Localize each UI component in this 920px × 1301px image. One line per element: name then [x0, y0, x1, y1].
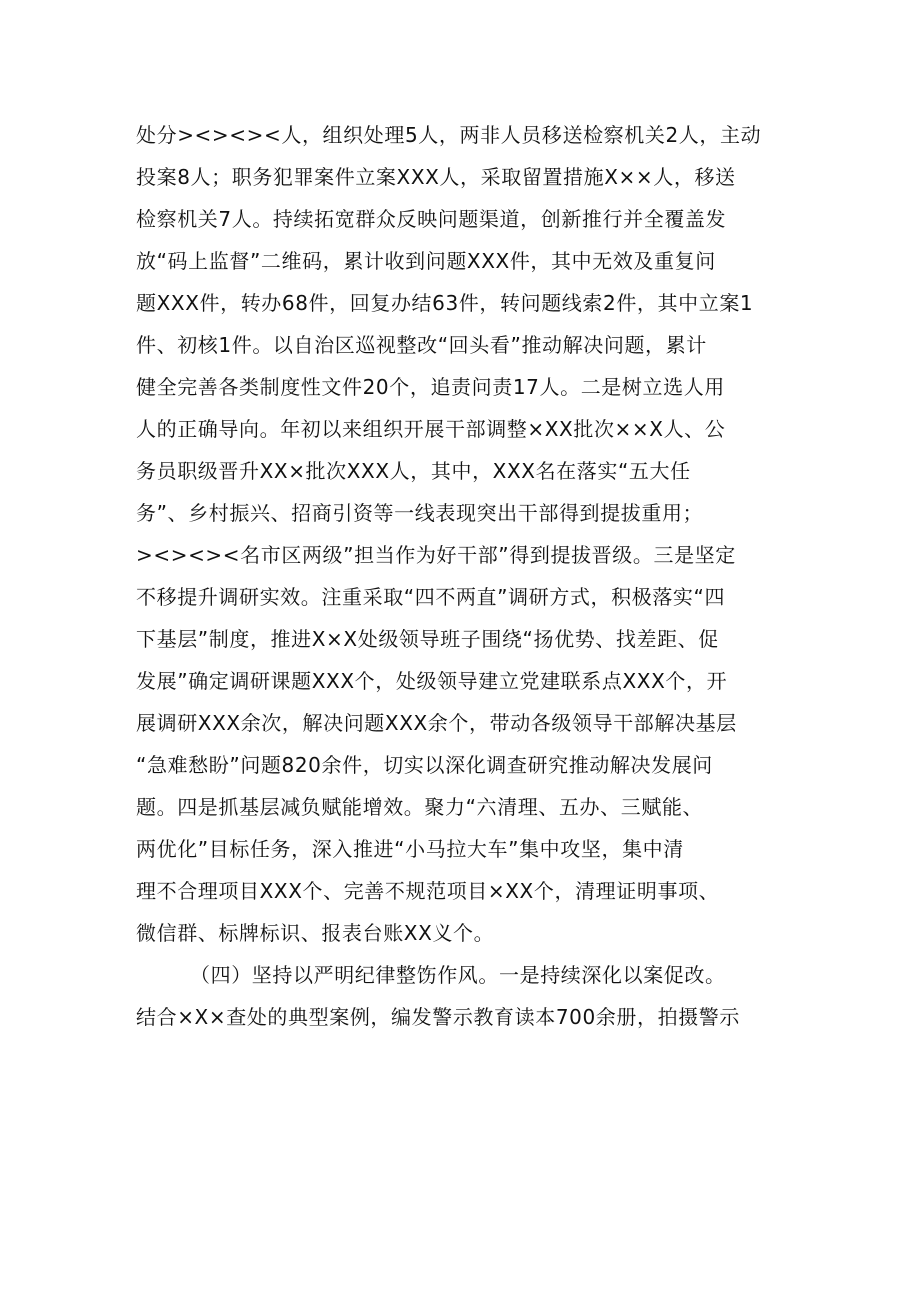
text-line: 题XXX件，转办68件，回复办结63件，转问题线索2件，其中立案1	[136, 291, 754, 315]
text-line: ><><><名市区两级”担当作为好干部”得到提拔晋级。三是坚定	[136, 543, 736, 567]
text-line: 人的正确导向。年初以来组织开展干部调整×XX批次××X人、公	[136, 417, 726, 441]
text-line: 处分><><><人，组织处理5人，两非人员移送检察机关2人，主动	[136, 123, 762, 147]
text-line: 两优化”目标任务，深入推进“小马拉大车”集中攻坚，集中清	[136, 837, 684, 861]
text-line: 题。四是抓基层减负赋能增效。聚力“六清理、五办、三赋能、	[136, 795, 704, 819]
text-line: 健全完善各类制度性文件20个，追责问责17人。二是树立选人用	[136, 375, 725, 399]
text-line: 展调研XXX余次，解决问题XXX余个，带动各级领导干部解决基层	[136, 711, 737, 735]
text-line: 务员职级晋升XX×批次XXX人，其中，XXX名在落实“五大任	[136, 459, 691, 483]
text-line: 务”、乡村振兴、招商引资等一线表现突出干部得到提拔重用；	[136, 501, 704, 525]
text-line: 下基层”制度，推进X×X处级领导班子围绕“扬优势、找差距、促	[136, 627, 719, 651]
text-line: 放“码上监督”二维码，累计收到问题XXX件，其中无效及重复问	[136, 249, 716, 273]
text-line: 投案8人；职务犯罪案件立案XXX人，采取留置措施X××人，移送	[136, 165, 736, 189]
text-line: 件、初核1件。以自治区巡视整改“回头看”推动解决问题，累计	[136, 333, 707, 357]
text-line: 理不合理项目XXX个、完善不规范项目×XX个，清理证明事项、	[136, 879, 720, 903]
text-line: 微信群、标牌标识、报表台账XX义个。	[136, 921, 495, 945]
text-line: 发展”确定调研课题XXX个，处级领导建立党建联系点XXX个，开	[136, 669, 728, 693]
body-text	[136, 114, 796, 1038]
text-line: “急难愁盼”问题820余件，切实以深化调查研究推动解决发展问	[136, 753, 713, 777]
text-line: 结合×X×查处的典型案例，编发警示教育读本700余册，拍摄警示	[136, 1005, 740, 1029]
text-line: 不移提升调研实效。注重采取“四不两直”调研方式，积极落实“四	[136, 585, 726, 609]
text-line: 检察机关7人。持续拓宽群众反映问题渠道，创新推行并全覆盖发	[136, 207, 727, 231]
section-heading-line: （四）坚持以严明纪律整饬作风。一是持续深化以案促改。	[190, 963, 726, 987]
